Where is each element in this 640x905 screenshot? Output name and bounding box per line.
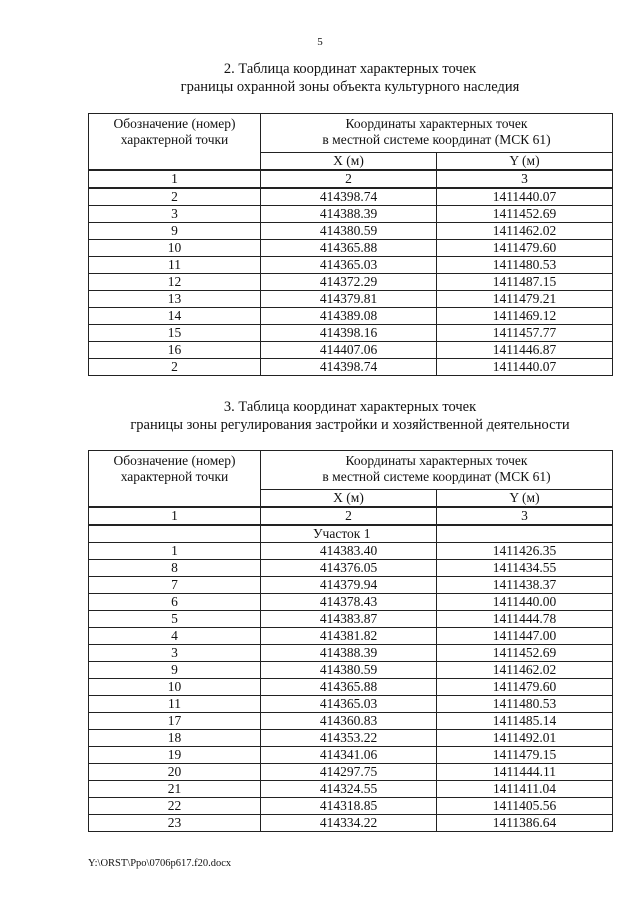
table1-y-value: 1411487.15 [437, 274, 613, 291]
table2-x-value: 414365.88 [261, 679, 437, 696]
table1-point-number: 3 [89, 206, 261, 223]
table1-x-value: 414407.06 [261, 342, 437, 359]
table2-caption [88, 398, 612, 434]
table2-y-value: 1411426.35 [437, 543, 613, 560]
page-number: 5 [317, 36, 323, 48]
table1-point-number: 2 [89, 359, 261, 376]
table2-header-point [89, 451, 261, 508]
table1-header-row [89, 114, 613, 153]
table1-x-value: 414398.16 [261, 325, 437, 342]
table1-caption-line1: 2. Таблица координат характерных точек [223, 61, 477, 77]
table2-body [89, 451, 613, 832]
table2-col-number: 1 [89, 507, 261, 525]
table2-point-number: 17 [89, 713, 261, 730]
table2-point-number: 19 [89, 747, 261, 764]
table2-point-number: 8 [89, 560, 261, 577]
table2-x-value: 414379.94 [261, 577, 437, 594]
table2-row [89, 815, 613, 832]
table2-row [89, 577, 613, 594]
table2-point-number: 22 [89, 798, 261, 815]
table2-y-value: 1411480.53 [437, 696, 613, 713]
table1-point-number: 15 [89, 325, 261, 342]
table1-point-number: 11 [89, 257, 261, 274]
table1-point-number: 16 [89, 342, 261, 359]
table1-x-value: 414398.74 [261, 359, 437, 376]
table1-row [89, 325, 613, 342]
table2-y-value: 1411440.00 [437, 594, 613, 611]
table1-point-number: 9 [89, 223, 261, 240]
table2-row [89, 645, 613, 662]
table2-x-value: 414388.39 [261, 645, 437, 662]
table1-row [89, 274, 613, 291]
table1-caption [88, 60, 612, 96]
table2-y-value: 1411447.00 [437, 628, 613, 645]
table2-y-value: 1411386.64 [437, 815, 613, 832]
table1-header-point [89, 114, 261, 171]
table1-col-number: 3 [437, 170, 613, 188]
table1-x-value: 414372.29 [261, 274, 437, 291]
table1-row [89, 223, 613, 240]
table2-header-y: Y (м) [437, 490, 613, 508]
table2-y-value: 1411405.56 [437, 798, 613, 815]
table1-caption-line2: границы охранной зоны объекта культурного наследия [180, 79, 520, 95]
table1-point-number: 12 [89, 274, 261, 291]
table2-section-empty [437, 525, 613, 543]
table2-header-coords-line1: Координаты характерных точек [345, 453, 528, 468]
table1-x-value: 414389.08 [261, 308, 437, 325]
table2-row [89, 696, 613, 713]
table2-x-value: 414378.43 [261, 594, 437, 611]
table1-header-point-line1: Обозначение (номер) [113, 116, 236, 131]
table1-y-value: 1411469.12 [437, 308, 613, 325]
table2-row [89, 764, 613, 781]
table1-x-value: 414398.74 [261, 188, 437, 206]
table1-row [89, 206, 613, 223]
table1-y-value: 1411462.02 [437, 223, 613, 240]
table1-x-value: 414379.81 [261, 291, 437, 308]
table1-point-number: 10 [89, 240, 261, 257]
table2-y-value: 1411411.04 [437, 781, 613, 798]
table2-row [89, 594, 613, 611]
table1-x-value: 414388.39 [261, 206, 437, 223]
table2-col-number: 2 [261, 507, 437, 525]
table2-header-x: X (м) [261, 490, 437, 508]
table2-row [89, 628, 613, 645]
table2-row [89, 747, 613, 764]
table1-header-y: Y (м) [437, 153, 613, 171]
table2-x-value: 414341.06 [261, 747, 437, 764]
table2-y-value: 1411444.11 [437, 764, 613, 781]
table2-header-row [89, 451, 613, 490]
table2-point-number: 21 [89, 781, 261, 798]
table2-point-number: 20 [89, 764, 261, 781]
table2-y-value: 1411479.60 [437, 679, 613, 696]
table1-column-numbers-row [89, 170, 613, 188]
table2-y-value: 1411438.37 [437, 577, 613, 594]
table2-section-empty [89, 525, 261, 543]
table1-point-number: 14 [89, 308, 261, 325]
table2-caption-line2: границы зоны регулирования застройки и хозяйственной деятельности [130, 417, 570, 433]
table2-point-number: 1 [89, 543, 261, 560]
table2-point-number: 9 [89, 662, 261, 679]
table2-col-number: 3 [437, 507, 613, 525]
table2-row [89, 679, 613, 696]
table1-x-value: 414365.03 [261, 257, 437, 274]
table2-row [89, 798, 613, 815]
table2-x-value: 414334.22 [261, 815, 437, 832]
table2-point-number: 18 [89, 730, 261, 747]
table2-x-value: 414318.85 [261, 798, 437, 815]
table1-row [89, 359, 613, 376]
table2-y-value: 1411434.55 [437, 560, 613, 577]
table1-header-point-line2: характерной точки [120, 132, 229, 147]
table1-header-coords-line1: Координаты характерных точек [345, 116, 528, 131]
table1-y-value: 1411479.21 [437, 291, 613, 308]
coordinates-table-2 [88, 450, 613, 832]
table2-x-value: 414383.40 [261, 543, 437, 560]
table1-col-number: 1 [89, 170, 261, 188]
table2-point-number: 23 [89, 815, 261, 832]
table2-caption-line1: 3. Таблица координат характерных точек [223, 399, 477, 415]
table2-x-value: 414353.22 [261, 730, 437, 747]
table2-header-coords-line2: в местной системе координат (МСК 61) [322, 469, 551, 484]
table1-y-value: 1411440.07 [437, 188, 613, 206]
table2-y-value: 1411479.15 [437, 747, 613, 764]
table1-y-value: 1411440.07 [437, 359, 613, 376]
table2-y-value: 1411462.02 [437, 662, 613, 679]
table1-x-value: 414380.59 [261, 223, 437, 240]
table2-point-number: 5 [89, 611, 261, 628]
table1-point-number: 13 [89, 291, 261, 308]
table2-row [89, 662, 613, 679]
table2-section-row [89, 525, 613, 543]
table1-row [89, 291, 613, 308]
table2-point-number: 10 [89, 679, 261, 696]
table2-point-number: 4 [89, 628, 261, 645]
table2-row [89, 560, 613, 577]
table1-header-coords-line2: в местной системе координат (МСК 61) [322, 132, 551, 147]
table2-header-coords [261, 451, 613, 490]
table1-y-value: 1411452.69 [437, 206, 613, 223]
table1-row [89, 257, 613, 274]
table2-y-value: 1411444.78 [437, 611, 613, 628]
table2-x-value: 414376.05 [261, 560, 437, 577]
table1-header-coords [261, 114, 613, 153]
footer-file-path: Y:\ORST\Ppo\0706p617.f20.docx [88, 858, 232, 869]
table1-col-number: 2 [261, 170, 437, 188]
coordinates-table-1 [88, 113, 613, 376]
table2-x-value: 414380.59 [261, 662, 437, 679]
table2-point-number: 3 [89, 645, 261, 662]
table2-x-value: 414324.55 [261, 781, 437, 798]
table2-point-number: 6 [89, 594, 261, 611]
table2-x-value: 414360.83 [261, 713, 437, 730]
table2-header-point-line1: Обозначение (номер) [113, 453, 236, 468]
table1-body [89, 114, 613, 376]
table2-point-number: 7 [89, 577, 261, 594]
table2-point-number: 11 [89, 696, 261, 713]
table1-row [89, 240, 613, 257]
table1-row [89, 188, 613, 206]
table1-row [89, 308, 613, 325]
table1-y-value: 1411457.77 [437, 325, 613, 342]
table2-row [89, 543, 613, 560]
table2-header-point-line2: характерной точки [120, 469, 229, 484]
table2-x-value: 414383.87 [261, 611, 437, 628]
table1-point-number: 2 [89, 188, 261, 206]
table2-row [89, 611, 613, 628]
table2-x-value: 414381.82 [261, 628, 437, 645]
table2-column-numbers-row [89, 507, 613, 525]
table2-x-value: 414297.75 [261, 764, 437, 781]
table1-row [89, 342, 613, 359]
table2-row [89, 713, 613, 730]
table1-y-value: 1411480.53 [437, 257, 613, 274]
table2-x-value: 414365.03 [261, 696, 437, 713]
table2-y-value: 1411452.69 [437, 645, 613, 662]
table1-x-value: 414365.88 [261, 240, 437, 257]
table2-row [89, 781, 613, 798]
table2-y-value: 1411485.14 [437, 713, 613, 730]
table2-row [89, 730, 613, 747]
table1-header-x: X (м) [261, 153, 437, 171]
table2-section-label: Участок 1 [261, 525, 437, 543]
table1-y-value: 1411479.60 [437, 240, 613, 257]
table1-y-value: 1411446.87 [437, 342, 613, 359]
table2-y-value: 1411492.01 [437, 730, 613, 747]
